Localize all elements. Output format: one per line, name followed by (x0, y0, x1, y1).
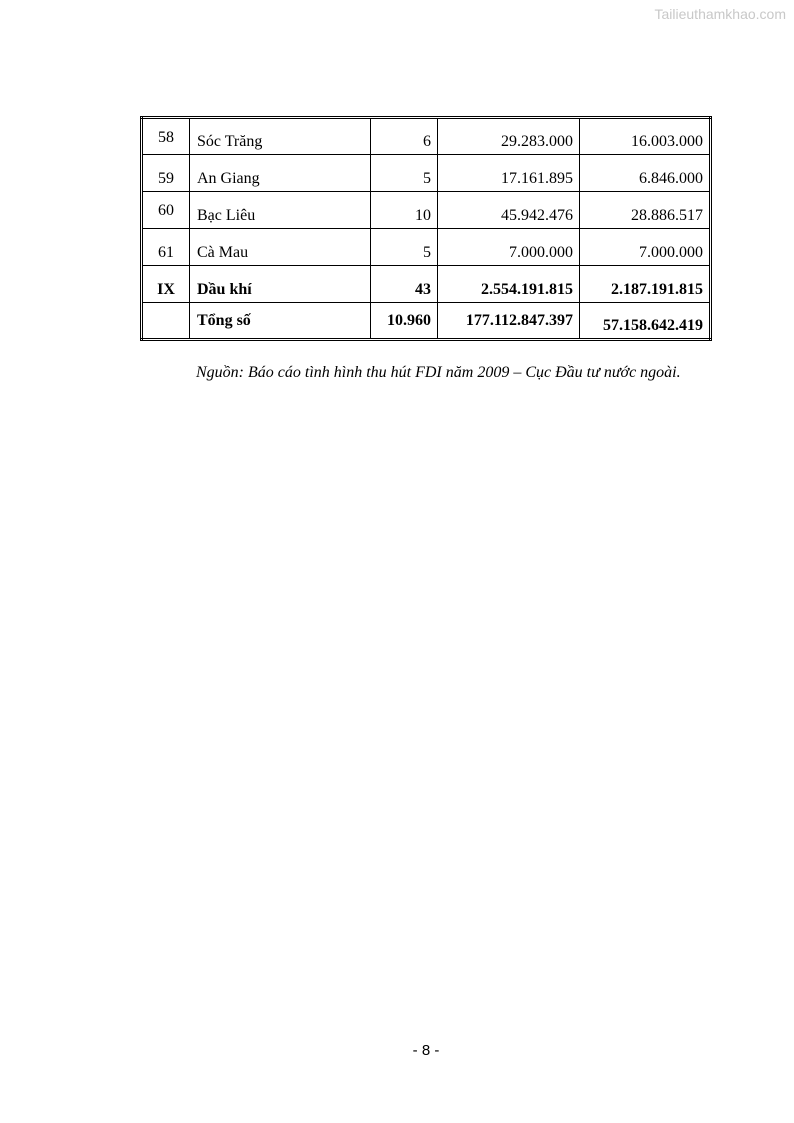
row-number: 59 (142, 155, 190, 192)
table-row (142, 155, 711, 192)
total-label: Tổng số (190, 303, 371, 340)
realized-capital: 6.846.000 (580, 155, 711, 192)
table-row (142, 118, 711, 155)
row-number: 61 (142, 229, 190, 266)
registered-capital: 17.161.895 (438, 155, 580, 192)
table-row-total (142, 303, 711, 340)
registered-capital: 29.283.000 (438, 118, 580, 155)
watermark-text: Tailieuthamkhao.com (654, 6, 786, 22)
registered-capital: 45.942.476 (438, 192, 580, 229)
total-registered-capital: 177.112.847.397 (438, 303, 580, 340)
row-number: IX (142, 266, 190, 303)
realized-capital: 2.187.191.815 (580, 266, 711, 303)
realized-capital: 28.886.517 (580, 192, 711, 229)
province-name: An Giang (190, 155, 371, 192)
province-name: Bạc Liêu (190, 192, 371, 229)
sector-name: Dầu khí (190, 266, 371, 303)
project-count: 43 (371, 266, 438, 303)
fdi-province-table (140, 116, 712, 341)
project-count: 6 (371, 118, 438, 155)
total-realized-capital: 57.158.642.419 (580, 303, 711, 340)
source-note: Nguồn: Báo cáo tình hình thu hút FDI năm 2009 – Cục Đầu tư nước ngoài. (196, 364, 681, 381)
row-number: 60 (142, 192, 190, 229)
project-count: 5 (371, 229, 438, 266)
table-row (142, 229, 711, 266)
project-count: 5 (371, 155, 438, 192)
registered-capital: 2.554.191.815 (438, 266, 580, 303)
table-row (142, 192, 711, 229)
realized-capital: 7.000.000 (580, 229, 711, 266)
row-number: 58 (142, 118, 190, 155)
realized-capital: 16.003.000 (580, 118, 711, 155)
project-count: 10 (371, 192, 438, 229)
registered-capital: 7.000.000 (438, 229, 580, 266)
province-name: Sóc Trăng (190, 118, 371, 155)
page-number: - 8 - (412, 1042, 440, 1059)
province-name: Cà Mau (190, 229, 371, 266)
total-project-count: 10.960 (371, 303, 438, 340)
table-row-sector (142, 266, 711, 303)
row-number (142, 303, 190, 340)
